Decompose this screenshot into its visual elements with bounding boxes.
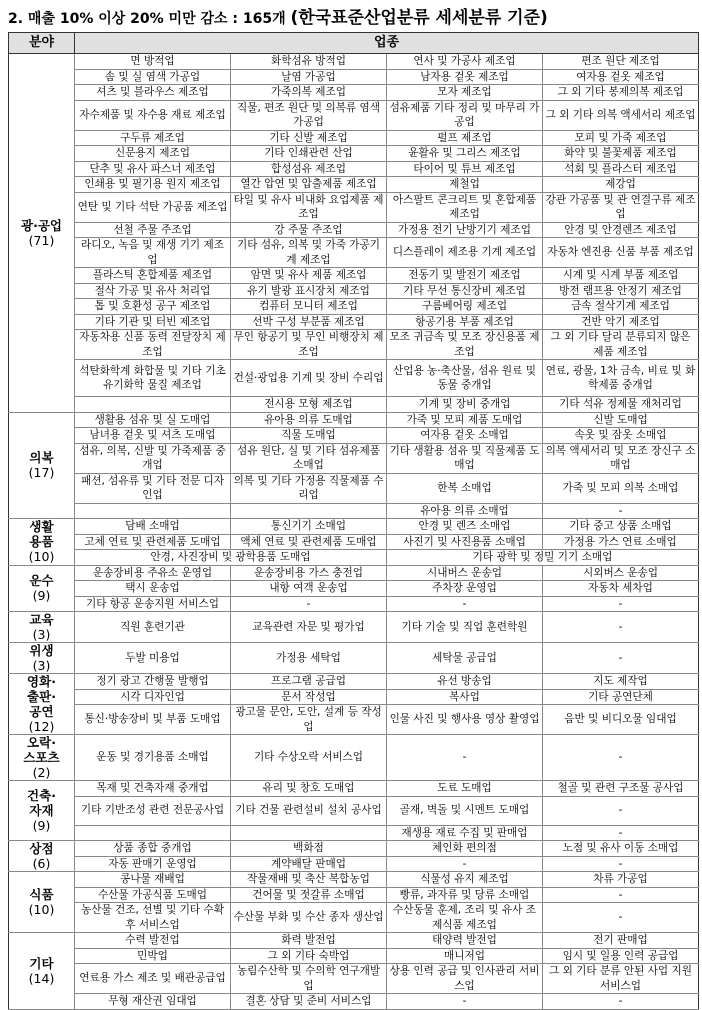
- category-count: (2): [32, 765, 51, 780]
- industry-cell: 날염 가공업: [231, 69, 387, 85]
- industry-cell: 유아용 의류 도매업: [231, 412, 387, 428]
- industry-cell: 기타 신발 제조업: [231, 130, 387, 146]
- header-industry: 업종: [75, 33, 699, 54]
- industry-cell: -: [387, 596, 543, 612]
- table-row: [9, 674, 699, 690]
- industry-cell: 강 주물 주조업: [231, 222, 387, 238]
- table-row: [9, 299, 699, 315]
- industry-cell: 한복 소매업: [387, 473, 543, 503]
- category-cell: [9, 412, 75, 519]
- industry-cell: 타이어 및 튜브 제조업: [387, 161, 543, 177]
- table-row: [9, 54, 699, 70]
- industry-cell: 수산물 가공식품 도매업: [75, 887, 231, 903]
- industry-cell: 기타 공연단체: [543, 689, 699, 705]
- industry-cell: -: [543, 994, 699, 1010]
- industry-cell: -: [543, 887, 699, 903]
- industry-cell: 유선 방송업: [387, 674, 543, 690]
- industry-cell: 기계 및 장비 중개업: [387, 397, 543, 413]
- industry-cell: 자동차 세차업: [543, 581, 699, 597]
- industry-cell: 절삭 가공 및 유사 처리업: [75, 283, 231, 299]
- table-row: [9, 69, 699, 85]
- industry-cell: 작물재배 및 축산 복합농업: [231, 872, 387, 888]
- industry-cell: 직원 훈련기관: [75, 612, 231, 643]
- industry-cell: 기타 기관 및 터빈 제조업: [75, 314, 231, 330]
- industry-cell: -: [543, 596, 699, 612]
- table-row: [9, 443, 699, 473]
- category-count: (3): [32, 658, 51, 673]
- industry-cell: 인쇄용 및 필기용 원지 제조업: [75, 177, 231, 193]
- table-row: [9, 689, 699, 705]
- industry-cell: 연탄 및 기타 석탄 가공품 제조업: [75, 192, 231, 222]
- industry-cell: -: [543, 735, 699, 781]
- industry-cell: 내항 여객 운송업: [231, 581, 387, 597]
- industry-cell: 화학섬유 방적업: [231, 54, 387, 70]
- industry-cell: 여자용 겉옷 제조업: [543, 69, 699, 85]
- industry-cell: 선박 구성 부분품 제조업: [231, 314, 387, 330]
- industry-cell: 연료, 광물, 1차 금속, 비료 및 화학제품 중개업: [543, 360, 699, 397]
- industry-cell: 제철업: [387, 177, 543, 193]
- category-name: 스포츠: [23, 750, 60, 765]
- industry-cell: 사진기 및 사진용품 소매업: [387, 534, 543, 550]
- category-cell: [9, 565, 75, 612]
- category-name: 광·공업: [21, 217, 62, 233]
- industry-cell: 연사 및 가공사 제조업: [387, 54, 543, 70]
- industry-cell: 안경 및 안경렌즈 제조업: [543, 222, 699, 238]
- category-name: 건축·: [27, 788, 56, 803]
- table-row: [9, 596, 699, 612]
- table-row: [9, 314, 699, 330]
- industry-cell: 식물성 유지 제조업: [387, 872, 543, 888]
- industry-cell: 백화점: [231, 841, 387, 857]
- table-row: [9, 550, 699, 566]
- industry-cell: 그 외 기타 분류 안된 사업 지원 서비스업: [543, 964, 699, 994]
- industry-cell: 수산동물 훈제, 조리 및 유사 조제식품 제조업: [387, 903, 543, 933]
- category-name: 오락·: [27, 735, 56, 750]
- table-row: [9, 100, 699, 130]
- industry-cell: 상용 인력 공급 및 인사관리 서비스업: [387, 964, 543, 994]
- industry-cell: 시각 디자인업: [75, 689, 231, 705]
- industry-cell: 기타 섬유, 의복 및 가죽 가공기계 제조업: [231, 238, 387, 268]
- industry-cell: 운송장비용 주유소 운영업: [75, 565, 231, 581]
- industry-cell: -: [387, 735, 543, 781]
- category-cell: [9, 872, 75, 933]
- industry-cell: 가정용 세탁업: [231, 643, 387, 674]
- industry-cell: 건어물 및 젓갈류 소매업: [231, 887, 387, 903]
- industry-cell: 시외버스 운송업: [543, 565, 699, 581]
- industry-cell: 목재 및 건축자재 중개업: [75, 781, 231, 797]
- industry-cell: 가죽 및 모피 제품 도매업: [387, 412, 543, 428]
- industry-cell: 열간 압연 및 압출제품 제조업: [231, 177, 387, 193]
- industry-cell: 액체 연료 및 관련제품 도매업: [231, 534, 387, 550]
- industry-cell: 남녀용 겉옷 및 셔츠 도매업: [75, 428, 231, 444]
- table-row: [9, 238, 699, 268]
- category-cell: [9, 643, 75, 674]
- industry-cell: 라디오, 녹음 및 재생 기기 제조업: [75, 238, 231, 268]
- industry-cell: 가죽 및 모피 의복 소매업: [543, 473, 699, 503]
- category-count: (12): [28, 719, 55, 734]
- table-row: [9, 841, 699, 857]
- category-count: (3): [32, 627, 51, 642]
- industry-cell: 디스플레이 제조용 기계 제조업: [387, 238, 543, 268]
- industry-cell: 플라스틱 혼합제품 제조업: [75, 268, 231, 284]
- industry-cell: 교육관련 자문 및 평가업: [231, 612, 387, 643]
- table-row: [9, 360, 699, 397]
- title-prefix: 2. 매출 10% 이상 20% 미만 감소 : 165개: [8, 11, 291, 27]
- industry-cell: 신발 도매업: [543, 412, 699, 428]
- industry-cell: 솜 및 실 염색 가공업: [75, 69, 231, 85]
- table-row: [9, 192, 699, 222]
- table-body: [9, 54, 699, 1010]
- category-name: 출판·: [27, 689, 56, 704]
- table-row: [9, 161, 699, 177]
- category-cell: [9, 674, 75, 735]
- industry-cell: [231, 825, 387, 841]
- industry-cell: -: [387, 856, 543, 872]
- industry-cell: 금속 절삭기계 제조업: [543, 299, 699, 315]
- table-row: [9, 735, 699, 781]
- industry-cell: 화약 및 불꽃제품 제조업: [543, 146, 699, 162]
- industry-cell: 자동 판매기 운영업: [75, 856, 231, 872]
- industry-cell: 무인 항공기 및 무인 비행장치 제조업: [231, 330, 387, 360]
- category-cell: [9, 735, 75, 781]
- industry-cell: 섬유 원단, 실 및 기타 섬유제품 소매업: [231, 443, 387, 473]
- industry-cell: 기타 석유 정제물 재처리업: [543, 397, 699, 413]
- industry-cell: 인물 사진 및 행사용 영상 촬영업: [387, 705, 543, 735]
- table-row: [9, 534, 699, 550]
- industry-cell: 항공기용 부품 제조업: [387, 314, 543, 330]
- table-row: [9, 643, 699, 674]
- table-row: [9, 781, 699, 797]
- industry-cell: 모자 제조업: [387, 85, 543, 101]
- industry-cell: 유기 발광 표시장치 제조업: [231, 283, 387, 299]
- table-row: [9, 85, 699, 101]
- industry-cell: 기타 인쇄관련 산업: [231, 146, 387, 162]
- category-count: (10): [28, 549, 55, 565]
- industry-cell: 기타 수상오락 서비스업: [231, 735, 387, 781]
- category-name: 생활: [29, 519, 54, 535]
- industry-cell: 컴퓨터 모니터 제조업: [231, 299, 387, 315]
- table-row: [9, 330, 699, 360]
- industry-cell: 아스팔트 콘크리트 및 혼합제품 제조업: [387, 192, 543, 222]
- category-name: 상점: [29, 841, 54, 856]
- table-row: [9, 933, 699, 949]
- industry-cell: -: [387, 994, 543, 1010]
- industry-cell: 산업용 농·축산물, 섬유 원료 및 동물 중개업: [387, 360, 543, 397]
- industry-cell: 면 방적업: [75, 54, 231, 70]
- table-row: [9, 856, 699, 872]
- table-row: [9, 473, 699, 503]
- category-cell: [9, 612, 75, 643]
- industry-cell: 고체 연료 및 관련제품 도매업: [75, 534, 231, 550]
- industry-cell: 시내버스 운송업: [387, 565, 543, 581]
- industry-cell: 전시용 모형 제조업: [231, 397, 387, 413]
- industry-cell: -: [543, 903, 699, 933]
- industry-cell: 무형 재산권 임대업: [75, 994, 231, 1010]
- industry-cell: -: [543, 612, 699, 643]
- industry-cell: 수산물 부화 및 수산 종자 생산업: [231, 903, 387, 933]
- category-cell: [9, 841, 75, 872]
- industry-cell: 안경 및 렌즈 소매업: [387, 519, 543, 535]
- industry-cell: 통신·방송장비 및 부품 도매업: [75, 705, 231, 735]
- industry-cell: 결혼 상담 및 준비 서비스업: [231, 994, 387, 1010]
- table-row: [9, 705, 699, 735]
- industry-cell: 빵류, 과자류 및 당류 소매업: [387, 887, 543, 903]
- table-row: [9, 428, 699, 444]
- category-count: (6): [32, 856, 51, 871]
- industry-cell: 직물 도매업: [231, 428, 387, 444]
- industry-cell: 기타 중고 상품 소매업: [543, 519, 699, 535]
- category-name: 위생: [29, 643, 54, 658]
- industry-cell: 콩나물 재배업: [75, 872, 231, 888]
- industry-cell: 방전 램프용 안정기 제조업: [543, 283, 699, 299]
- table-row: [9, 887, 699, 903]
- industry-cell: 모조 귀금속 및 모조 장신용품 제조업: [387, 330, 543, 360]
- industry-cell: -: [543, 796, 699, 825]
- category-count: (10): [28, 902, 55, 917]
- industry-cell: 의복 액세서리 및 모조 장신구 소매업: [543, 443, 699, 473]
- table-row: [9, 903, 699, 933]
- industry-cell: 프로그램 공급업: [231, 674, 387, 690]
- industry-cell: 자수제품 및 자수용 재료 제조업: [75, 100, 231, 130]
- industry-cell: 가정용 가스 연료 소매업: [543, 534, 699, 550]
- industry-cell: 노점 및 유사 이동 소매업: [543, 841, 699, 857]
- industry-cell: 건설·광업용 기계 및 장비 수리업: [231, 360, 387, 397]
- industry-cell: 가죽의복 제조업: [231, 85, 387, 101]
- table-row: [9, 612, 699, 643]
- table-row: [9, 397, 699, 413]
- industry-cell: 태양력 발전업: [387, 933, 543, 949]
- table-row: [9, 503, 699, 519]
- industry-cell: 합성섬유 제조업: [231, 161, 387, 177]
- category-name: 공연: [29, 704, 54, 719]
- industry-cell: 기타 기반조성 관련 전문공사업: [75, 796, 231, 825]
- industry-cell: 구름베어링 제조업: [387, 299, 543, 315]
- industry-cell: 문서 작성업: [231, 689, 387, 705]
- industry-cell: 차류 가공업: [543, 872, 699, 888]
- industry-cell: 복사업: [387, 689, 543, 705]
- industry-cell: 운동 및 경기용품 소매업: [75, 735, 231, 781]
- category-count: (71): [28, 232, 55, 248]
- table-row: [9, 412, 699, 428]
- table-row: [9, 872, 699, 888]
- industry-cell: 지도 제작업: [543, 674, 699, 690]
- industry-cell: -: [231, 596, 387, 612]
- industry-cell: 편조 원단 제조업: [543, 54, 699, 70]
- industry-cell: 기타 건물 관련설비 설치 공사업: [231, 796, 387, 825]
- industry-cell: -: [543, 856, 699, 872]
- industry-cell: 의복 및 기타 가정용 직물제품 수리업: [231, 473, 387, 503]
- industry-cell: 기타 기술 및 직업 훈련학원: [387, 612, 543, 643]
- page-title: [8, 6, 698, 30]
- industry-cell: 철골 및 관련 구조물 공사업: [543, 781, 699, 797]
- header-field: 분야: [9, 33, 75, 54]
- industry-cell: 제강업: [543, 177, 699, 193]
- industry-cell: [231, 503, 387, 519]
- title-suffix: (한국표준산업분류 세세분류 기준): [290, 8, 548, 28]
- industry-cell: 단추 및 유사 파스너 제조업: [75, 161, 231, 177]
- industry-cell: 석탄화학계 화합물 및 기타 기초 유기화학 물질 제조업: [75, 360, 231, 397]
- industry-table: [8, 32, 699, 1010]
- industry-cell: 담배 소매업: [75, 519, 231, 535]
- category-count: (14): [28, 970, 55, 986]
- industry-cell: 전동기 및 발전기 제조업: [387, 268, 543, 284]
- category-cell: [9, 519, 75, 566]
- category-name: 의복: [29, 450, 54, 466]
- industry-cell: 그 외 기타 숙박업: [231, 948, 387, 964]
- category-name: 기타: [29, 955, 54, 971]
- industry-cell: 골재, 벽돌 및 시멘트 도매업: [387, 796, 543, 825]
- industry-cell: 기타 무선 통신장비 제조업: [387, 283, 543, 299]
- industry-cell: 그 외 기타 달리 분류되지 않은 제품 제조업: [543, 330, 699, 360]
- table-row: [9, 283, 699, 299]
- table-row: [9, 948, 699, 964]
- industry-cell: 암면 및 유사 제품 제조업: [231, 268, 387, 284]
- category-count: (9): [32, 588, 51, 604]
- industry-cell: 자동차 엔진용 신품 부품 제조업: [543, 238, 699, 268]
- industry-cell: 그 외 기타 봉제의복 제조업: [543, 85, 699, 101]
- industry-cell: 기타 항공 운송지원 서비스업: [75, 596, 231, 612]
- category-cell: [9, 54, 75, 413]
- table-row: [9, 825, 699, 841]
- industry-cell: 광고물 문안, 도안, 설계 등 작성업: [231, 705, 387, 735]
- industry-cell: 정기 광고 간행물 발행업: [75, 674, 231, 690]
- industry-cell: 톱 및 호환성 공구 제조업: [75, 299, 231, 315]
- category-cell: [9, 933, 75, 1010]
- category-name: 용품: [29, 534, 54, 550]
- industry-cell: 그 외 기타 의복 액세서리 제조업: [543, 100, 699, 130]
- industry-cell: 음반 및 비디오물 임대업: [543, 705, 699, 735]
- industry-cell: 남자용 겉옷 제조업: [387, 69, 543, 85]
- industry-cell: [75, 503, 231, 519]
- industry-cell: 모피 및 가죽 제조업: [543, 130, 699, 146]
- table-row: [9, 565, 699, 581]
- industry-cell: 직물, 편조 원단 및 의복류 염색 가공업: [231, 100, 387, 130]
- category-cell: [9, 781, 75, 841]
- industry-cell: -: [543, 643, 699, 674]
- industry-cell: 농산물 건조, 선별 및 기타 수확 후 서비스업: [75, 903, 231, 933]
- table-row: [9, 581, 699, 597]
- industry-cell: 유리 및 창호 도매업: [231, 781, 387, 797]
- table-row: [9, 796, 699, 825]
- category-name: 자재: [29, 803, 54, 818]
- industry-cell: 가정용 전기 난방기기 제조업: [387, 222, 543, 238]
- table-row: [9, 994, 699, 1010]
- industry-cell: 연료용 가스 제조 및 배관공급업: [75, 964, 231, 994]
- industry-cell: 계약배달 판매업: [231, 856, 387, 872]
- industry-cell: 여자용 겉옷 소매업: [387, 428, 543, 444]
- industry-cell: 기타 광학 및 정밀 기기 소매업: [387, 550, 699, 566]
- category-count: (17): [28, 465, 55, 481]
- table-row: [9, 146, 699, 162]
- category-name: 교육: [29, 612, 54, 627]
- table-row: [9, 130, 699, 146]
- industry-cell: 재생용 재료 수집 및 판매업: [387, 825, 543, 841]
- table-row: [9, 177, 699, 193]
- industry-cell: 운송장비용 가스 충전업: [231, 565, 387, 581]
- industry-cell: 셔츠 및 블라우스 제조업: [75, 85, 231, 101]
- industry-cell: -: [543, 503, 699, 519]
- table-row: [9, 222, 699, 238]
- industry-cell: 건반 악기 제조업: [543, 314, 699, 330]
- category-name: 운수: [29, 573, 54, 589]
- industry-cell: 수력 발전업: [75, 933, 231, 949]
- category-name: 영화·: [27, 674, 56, 689]
- industry-cell: 자동차용 신품 동력 전달장치 제조업: [75, 330, 231, 360]
- industry-cell: 택시 운송업: [75, 581, 231, 597]
- industry-cell: 윤활유 및 그리스 제조업: [387, 146, 543, 162]
- industry-cell: 타일 및 유사 비내화 요업제품 제조업: [231, 192, 387, 222]
- industry-cell: 매니저업: [387, 948, 543, 964]
- industry-cell: 상품 종합 중개업: [75, 841, 231, 857]
- industry-cell: 전기 판매업: [543, 933, 699, 949]
- industry-cell: 섬유, 의복, 신발 및 가죽제품 중개업: [75, 443, 231, 473]
- industry-cell: 유아용 의류 소매업: [387, 503, 543, 519]
- industry-cell: -: [543, 825, 699, 841]
- industry-cell: 기타 생활용 섬유 및 직물제품 도매업: [387, 443, 543, 473]
- industry-cell: 임시 및 일용 인력 공급업: [543, 948, 699, 964]
- category-count: (9): [32, 818, 51, 833]
- industry-cell: 생활용 섬유 및 실 도매업: [75, 412, 231, 428]
- industry-cell: 강관 가공품 및 관 연결구류 제조업: [543, 192, 699, 222]
- industry-cell: [75, 825, 231, 841]
- industry-cell: 섬유제품 기타 정리 및 마무리 가공업: [387, 100, 543, 130]
- table-row: [9, 268, 699, 284]
- industry-cell: 신문용지 제조업: [75, 146, 231, 162]
- industry-cell: 패션, 섬유류 및 기타 전문 디자인업: [75, 473, 231, 503]
- header-row: [9, 33, 699, 54]
- industry-cell: 통신기기 소매업: [231, 519, 387, 535]
- industry-cell: 구두류 제조업: [75, 130, 231, 146]
- industry-cell: 석회 및 플라스터 제조업: [543, 161, 699, 177]
- industry-cell: 체인화 편의점: [387, 841, 543, 857]
- category-name: 식품: [29, 887, 54, 902]
- industry-cell: 선철 주물 주조업: [75, 222, 231, 238]
- industry-cell: 세탁물 공급업: [387, 643, 543, 674]
- industry-cell: [75, 397, 231, 413]
- industry-cell: 도료 도매업: [387, 781, 543, 797]
- table-row: [9, 519, 699, 535]
- industry-cell: 농림수산학 및 수의학 연구개발업: [231, 964, 387, 994]
- industry-cell: 민박업: [75, 948, 231, 964]
- industry-cell: 주차장 운영업: [387, 581, 543, 597]
- industry-cell: 펄프 제조업: [387, 130, 543, 146]
- industry-cell: 화력 발전업: [231, 933, 387, 949]
- industry-cell: 두발 미용업: [75, 643, 231, 674]
- industry-cell: 안경, 사진장비 및 광학용품 도매업: [75, 550, 387, 566]
- industry-cell: 시계 및 시계 부품 제조업: [543, 268, 699, 284]
- industry-cell: 속옷 및 잠옷 소매업: [543, 428, 699, 444]
